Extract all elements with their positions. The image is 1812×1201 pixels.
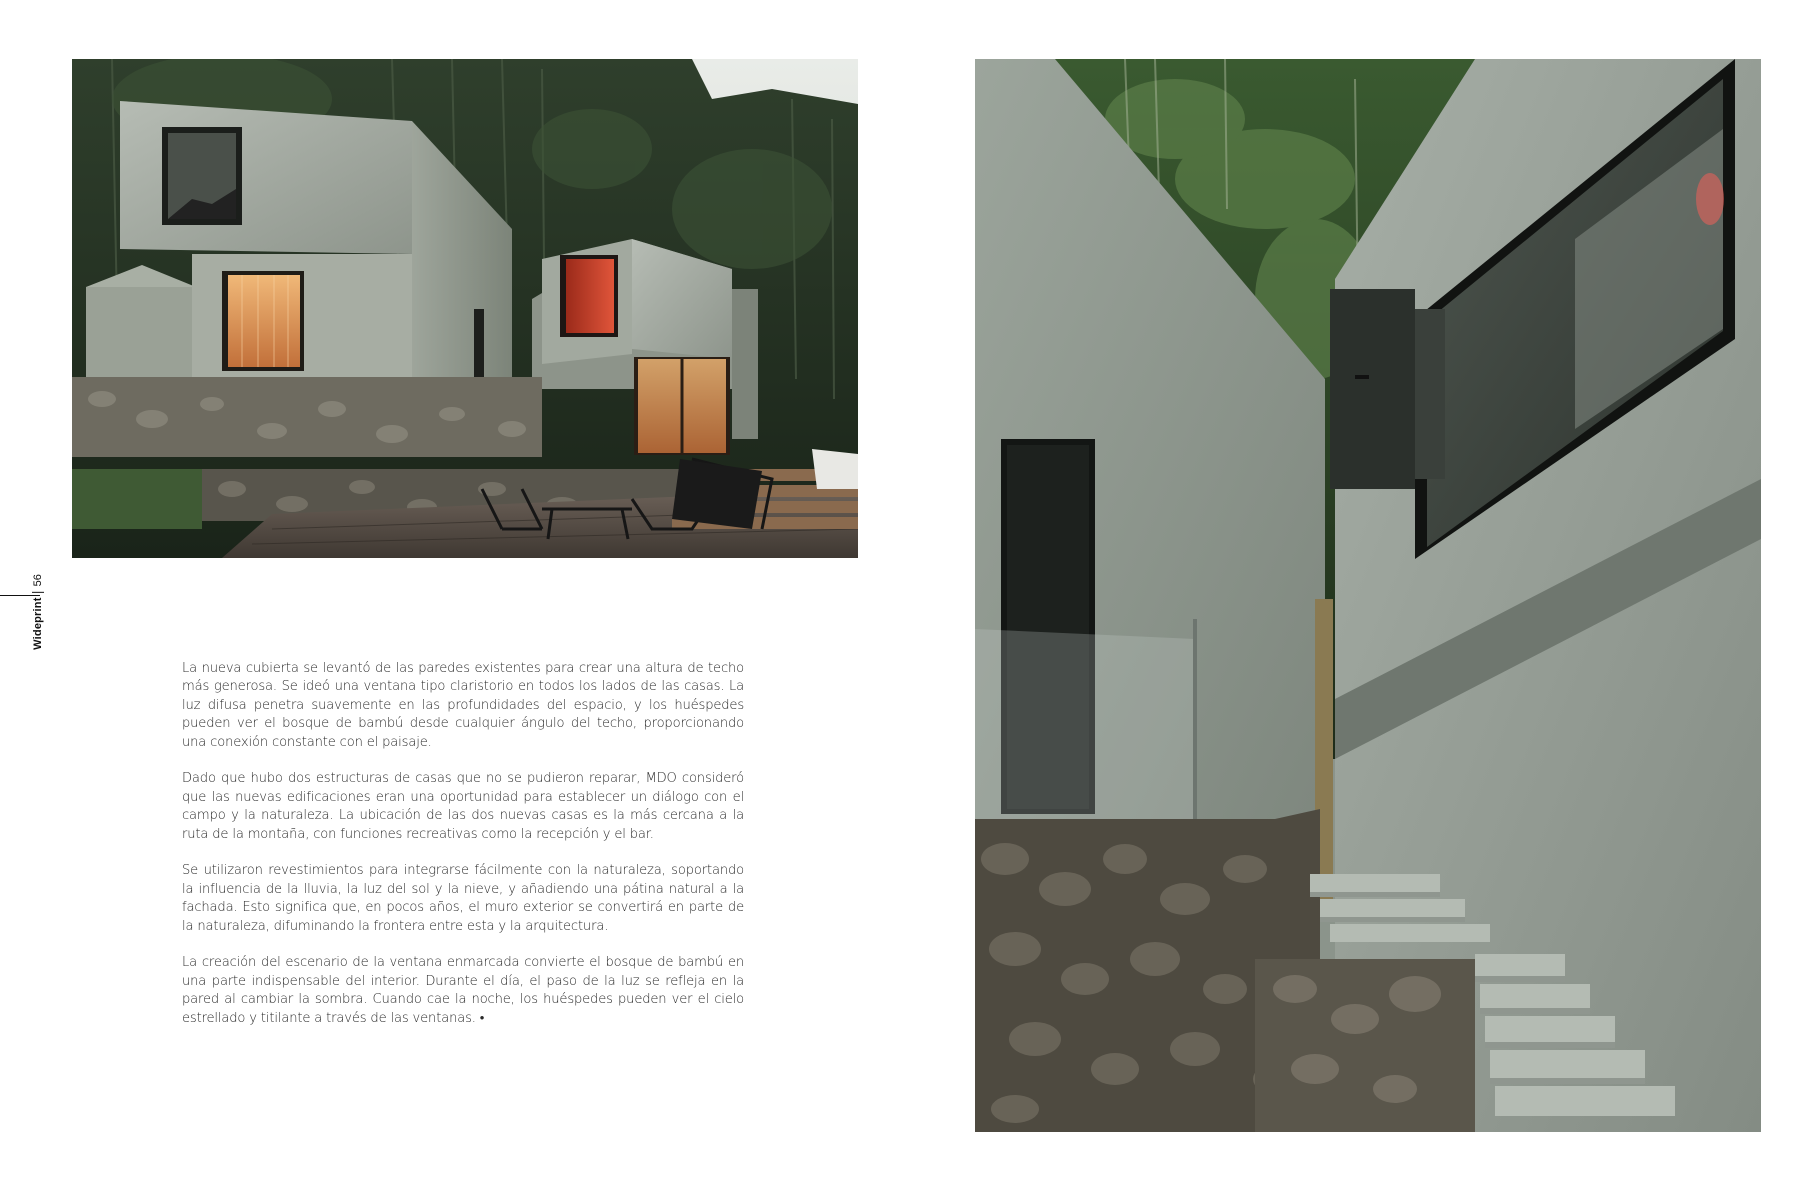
folio [28, 572, 48, 652]
paragraph: La creación del escenario de la ventana enmarcada convierte el bosque de bambú en una parte indispensable del interior. Durante el día, el paso de la luz se refleja en la pared al cambiar la sombra. Cuando cae la noche, los huéspedes pueden ver el cielo estrellado y titilante a través de las ventanas. • [182, 955, 744, 1026]
photo-concrete-walls-stairs [975, 59, 1761, 1132]
paragraph: Se utilizaron revestimientos para integrarse fácilmente con la naturaleza, soportando la influencia de la lluvia, la luz del sol y la nieve, y añadiendo una pátina natural a la fachada. Esto significa que, en pocos años, el muro exterior se convertirá en parte de la naturaleza, difuminando la frontera entre esta y la arquitectura. [182, 863, 744, 934]
folio-brand: Wideprint [32, 597, 44, 650]
paragraph: Dado que hubo dos estructuras de casas que no se pudieron reparar, MDO consideró que las nuevas edificaciones eran una oportunidad para establecer un diálogo con el campo y la naturaleza. La ubicación de las dos nuevas casas es la más cercana a la ruta de la montaña, con funciones recreativas como la recepción y el bar. [182, 771, 744, 842]
article-body [182, 660, 744, 1046]
folio-separator [32, 591, 44, 592]
paragraph: La nueva cubierta se levantó de las paredes existentes para crear una altura de techo más generosa. Se ideó una ventana tipo claristorio en todos los lados de las casas. La luz difusa penetra suavemente en las profundidades del espacio, y los huéspedes pueden ver el bosque de bambú desde cualquier ángulo del techo, proporcionando una conexión constante con el paisaje. [182, 661, 744, 750]
photo-concrete-houses [72, 59, 858, 558]
page-number: 56 [32, 574, 44, 587]
